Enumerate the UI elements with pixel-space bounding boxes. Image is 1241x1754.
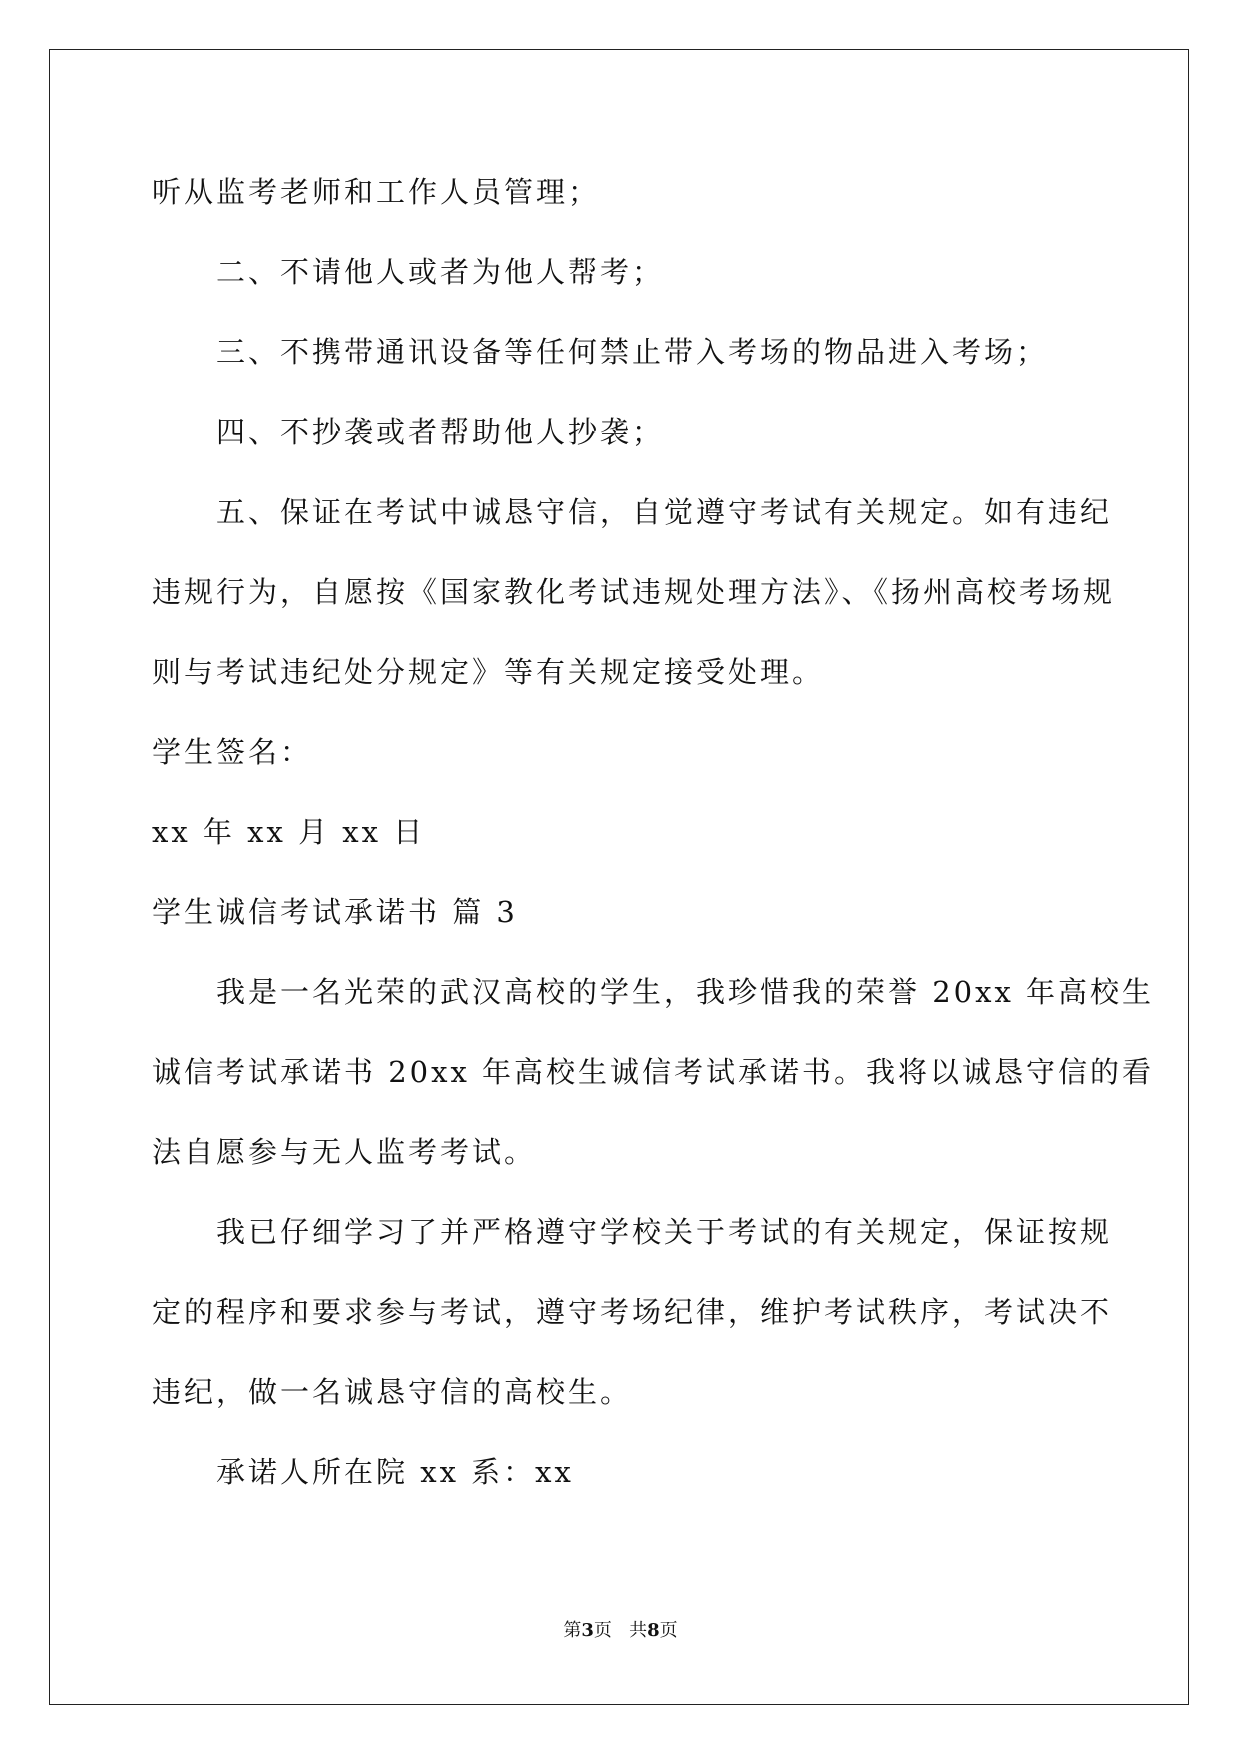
text-line: 违纪，做一名诚恳守信的高校生。 xyxy=(152,1375,633,1409)
text-line: 违规行为，自愿按《国家教化考试违规处理方法》、《扬州高校考场规 xyxy=(152,575,1116,609)
current-page-number: 3 xyxy=(581,1620,594,1641)
text-line: 我已仔细学习了并严格遵守学校关于考试的有关规定，保证按规 xyxy=(216,1215,1113,1249)
text-line: 则与考试违纪处分规定》等有关规定接受处理。 xyxy=(152,655,825,689)
text-line: xx 年 xx 月 xx 日 xyxy=(152,815,426,849)
footer-suffix: 页 xyxy=(659,1620,678,1641)
text-line: 听从监考老师和工作人员管理； xyxy=(152,175,601,209)
text-line: 定的程序和要求参与考试，遵守考场纪律，维护考试秩序，考试决不 xyxy=(152,1295,1113,1329)
text-line: 诚信考试承诺书 20xx 年高校生诚信考试承诺书。我将以诚恳守信的看 xyxy=(152,1055,1155,1089)
text-line: 法自愿参与无人监考考试。 xyxy=(152,1135,537,1169)
text-line: 我是一名光荣的武汉高校的学生，我珍惜我的荣誉 20xx 年高校生 xyxy=(216,975,1155,1009)
text-line: 承诺人所在院 xx 系：xx xyxy=(216,1455,574,1489)
text-line: 三、不携带通讯设备等任何禁止带入考场的物品进入考场； xyxy=(216,335,1049,369)
text-line: 四、不抄袭或者帮助他人抄袭； xyxy=(216,415,665,449)
section-heading: 学生诚信考试承诺书 篇 3 xyxy=(152,895,518,929)
total-pages-number: 8 xyxy=(647,1620,660,1641)
text-line: 二、不请他人或者为他人帮考； xyxy=(216,255,665,289)
text-line: 学生签名： xyxy=(152,735,313,769)
page-footer xyxy=(0,1616,1241,1642)
text-line: 五、保证在考试中诚恳守信，自觉遵守考试有关规定。如有违纪 xyxy=(216,495,1113,529)
footer-mid: 页 共 xyxy=(593,1620,648,1641)
footer-prefix: 第 xyxy=(563,1620,582,1641)
